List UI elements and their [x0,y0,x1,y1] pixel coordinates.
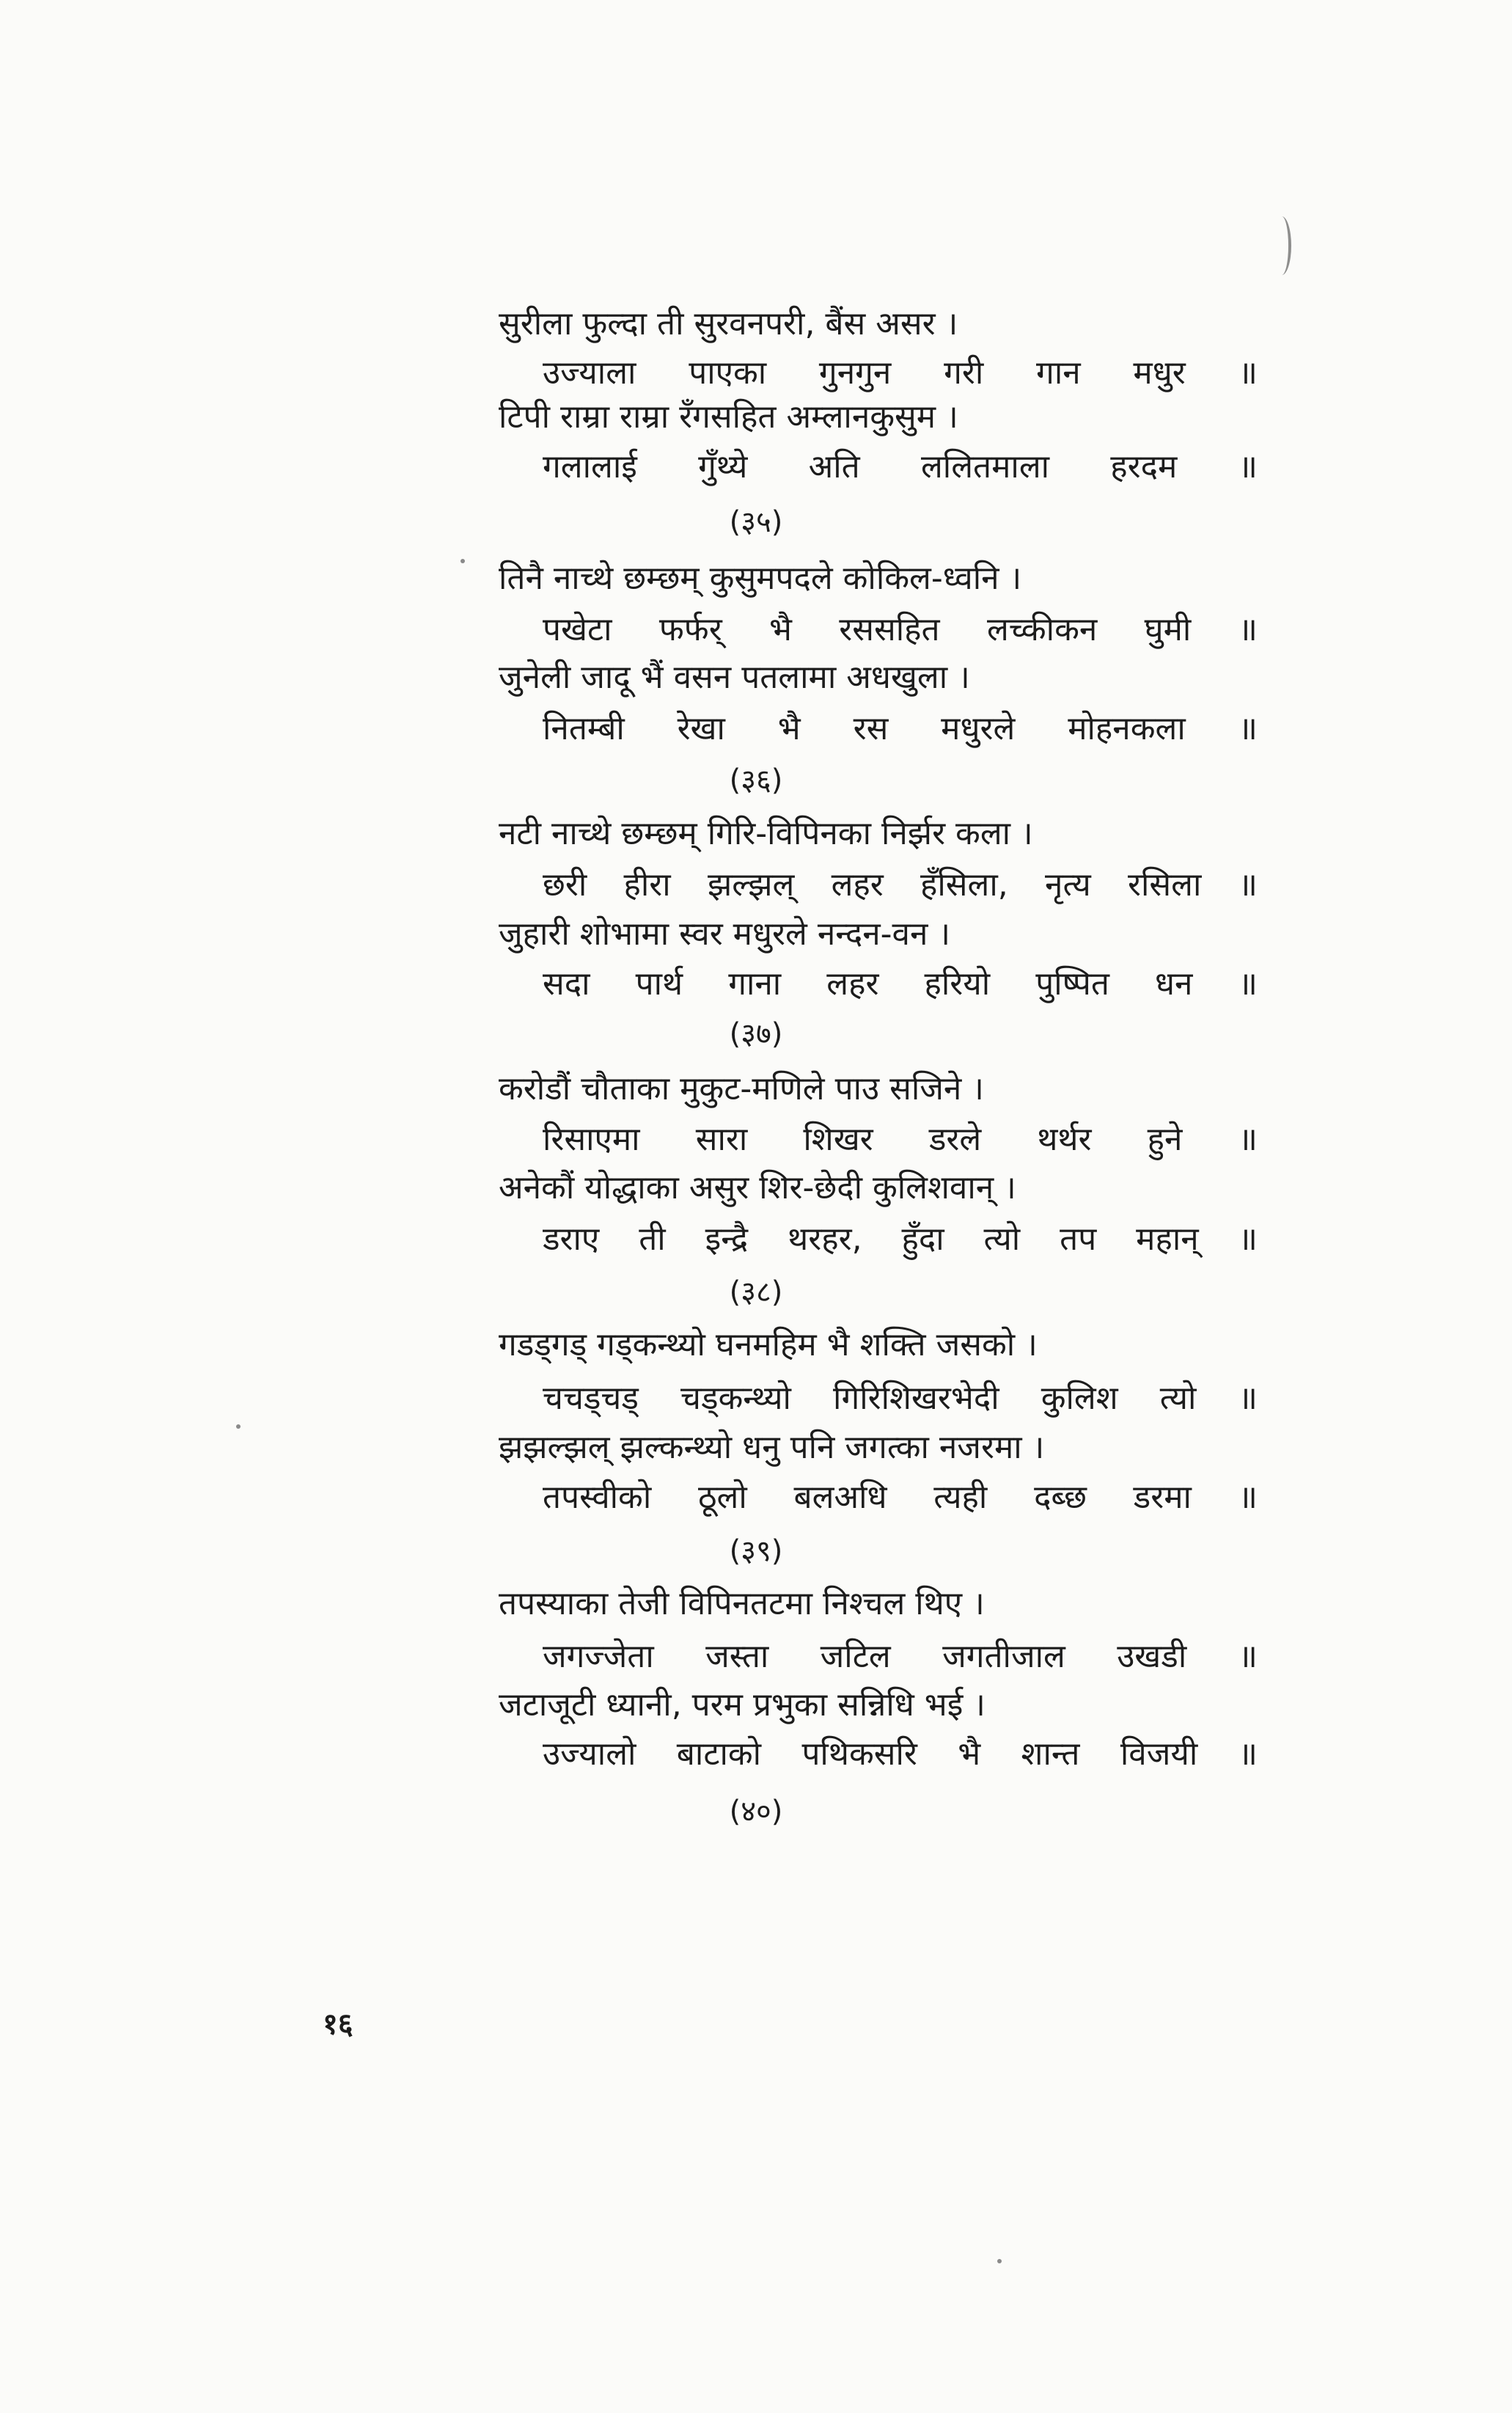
poem-word: थर्थर [1037,1121,1092,1158]
poem-word: तपस्वीको [543,1479,652,1516]
poem-word: ॥ [1238,710,1258,747]
poem-word: मधुरले [941,710,1016,747]
scan-speck [997,2259,1002,2263]
poem-line: जुनेली जादू भैं वसन पतलामा अधखुला । [499,659,970,696]
poem-word: त्यही [933,1479,988,1516]
poem-line [543,1630,1258,1684]
poem-word: डरमा [1133,1479,1192,1516]
poem-word: थरहर, [788,1220,862,1258]
poem-word: भै [777,710,801,747]
scan-speck [236,1424,241,1429]
poem-word: ॥ [1238,1735,1258,1773]
poem-word: नृत्य [1045,866,1091,904]
poem-line [543,1372,1258,1426]
poem-word: अति [808,448,860,486]
poem-word: पुष्पित [1035,965,1109,1003]
poem-word: ॥ [1238,1121,1258,1158]
poem-word: ॥ [1238,1479,1258,1516]
poem-word: बलअधि [793,1479,887,1516]
poem-word: रस [853,710,889,747]
poem-word: ॥ [1238,1220,1258,1258]
poem-word: त्यो [983,1220,1021,1258]
poem-word: हुँदा [901,1220,944,1258]
poem-line: तिनै नाच्थे छम्छम् कुसुमपदले कोकिल-ध्वनि । [499,560,1022,597]
poem-word: शान्त [1021,1735,1080,1773]
poem-line: जुहारी शोभामा स्वर मधुरले नन्दन-वन । [499,915,951,953]
page-number: १६ [323,2007,353,2041]
poem-word: जस्ता [705,1638,769,1675]
poem-word: चचड्चड् [543,1380,639,1417]
poem-word: ठूलो [697,1479,747,1516]
poem-word: जगज्जेता [543,1638,654,1675]
poem-word: ॥ [1238,965,1258,1003]
poem-word: घुमी [1144,611,1192,648]
poem-line [543,440,1258,494]
poem-line: करोडौं चौताका मुकुट-मणिले पाउ सजिने । [499,1070,984,1107]
poem-word: लहर [831,866,884,904]
page-edge-mark [1272,216,1291,275]
poem-word: फर्फर् [658,611,722,648]
poem-word: उखडी [1117,1638,1187,1675]
poem-line [543,603,1258,657]
poem-word: पखेटा [543,611,612,648]
poem-word: लहर [826,965,879,1003]
poem-word: बाटाको [676,1735,762,1773]
poem-line [543,1727,1258,1782]
poem-word: मोहनकला [1068,710,1186,747]
poem-word: मधुर [1133,354,1186,392]
poem-line [543,858,1258,912]
poem-word: डरले [928,1121,982,1158]
poem-word: जटिल [820,1638,891,1675]
poem-word: महान् [1136,1220,1199,1258]
verse-number: (३९) [729,1534,783,1568]
poem-word: नितम्बी [543,710,625,747]
poem-word: ॥ [1238,354,1258,392]
poem-word: शिखर [803,1121,873,1158]
poem-line: नटी नाच्थे छम्छम् गिरि-विपिनका निर्झर कला । [499,815,1033,852]
poem-word: गुनगुन [818,354,892,392]
verse-number: (४०) [729,1795,783,1828]
poem-line: सुरीला फुल्दा ती सुरवनपरी, बैंस असर । [499,305,958,343]
poem-word: उज्यालो [543,1735,636,1773]
poem-word: ती [639,1220,666,1258]
poem-word: भै [769,611,792,648]
poem-word: रेखा [677,710,725,747]
poem-line: जटाजूटी ध्यानी, परम प्रभुका सन्निधि भई । [499,1686,986,1724]
verse-number: (३६) [729,764,783,797]
poem-word: लच्कीकन [986,611,1098,648]
poem-word: जगतीजाल [942,1638,1065,1675]
poem-word: रसिला [1128,866,1202,904]
verse-number: (३५) [729,505,783,539]
poem-word: हँसिला, [920,866,1008,904]
poem-word: पाएका [689,354,767,392]
poem-word: गुँथ्ये [698,448,748,486]
poem-word: हुने [1147,1121,1183,1158]
poem-word: तप [1060,1220,1097,1258]
poem-word: ॥ [1238,611,1258,648]
poem-word: कुलिश [1041,1380,1118,1417]
poem-word: गलालाई [543,448,637,486]
poem-line: टिपी राम्रा राम्रा रँगसहित अम्लानकुसुम । [499,398,958,436]
poem-word: धन [1155,965,1193,1003]
poem-word: त्यो [1159,1380,1197,1417]
poem-word: हरदम [1110,448,1178,486]
poem-word: उज्याला [543,354,636,392]
poem-word: चड्कन्थ्यो [680,1380,791,1417]
verse-number: (३८) [729,1275,783,1309]
poem-word: इन्द्रै [705,1220,749,1258]
poem-word: पथिकसरि [801,1735,917,1773]
poem-word: सदा [543,965,590,1003]
poem-word: भै [958,1735,981,1773]
poem-line: तपस्याका तेजी विपिनतटमा निश्चल थिए । [499,1585,985,1622]
poem-word: ॥ [1238,866,1258,904]
poem-word: रिसाएमा [543,1121,640,1158]
poem-line [543,1471,1258,1525]
poem-word: गरी [944,354,984,392]
poem-line: झझल्झल् झल्कन्थ्यो धनु पनि जगत्का नजरमा । [499,1429,1045,1466]
poem-word: विजयी [1120,1735,1198,1773]
scan-speck [460,559,465,563]
poem-word: रससहित [839,611,940,648]
poem-line [543,1212,1258,1267]
poem-line: गडड्गड् गड्कन्थ्यो घनमहिम भै शक्ति जसको । [499,1326,1038,1363]
poem-word: छरी [543,866,587,904]
poem-word: ललितमाला [920,448,1050,486]
verse-number: (३७) [729,1017,783,1051]
poem-word: गान [1036,354,1081,392]
poem-word: ॥ [1238,1380,1258,1417]
poem-word: ॥ [1238,1638,1258,1675]
poem-word: पार्थ [635,965,683,1003]
poem-word: दब्छ [1034,1479,1087,1516]
poem-line [543,1113,1258,1167]
poem-word: झल्झल् [707,866,795,904]
poem-line [543,702,1258,756]
poem-word: ॥ [1238,448,1258,486]
poem-word: हरियो [924,965,991,1003]
poem-word: डराए [543,1220,600,1258]
poem-word: गाना [728,965,782,1003]
poem-line [543,957,1258,1011]
poem-word: गिरिशिखरभेदी [833,1380,999,1417]
poem-word: हीरा [623,866,671,904]
poem-line: अनेकौं योद्धाका असुर शिर-छेदी कुलिशवान् । [499,1169,1016,1206]
poem-word: सारा [695,1121,748,1158]
